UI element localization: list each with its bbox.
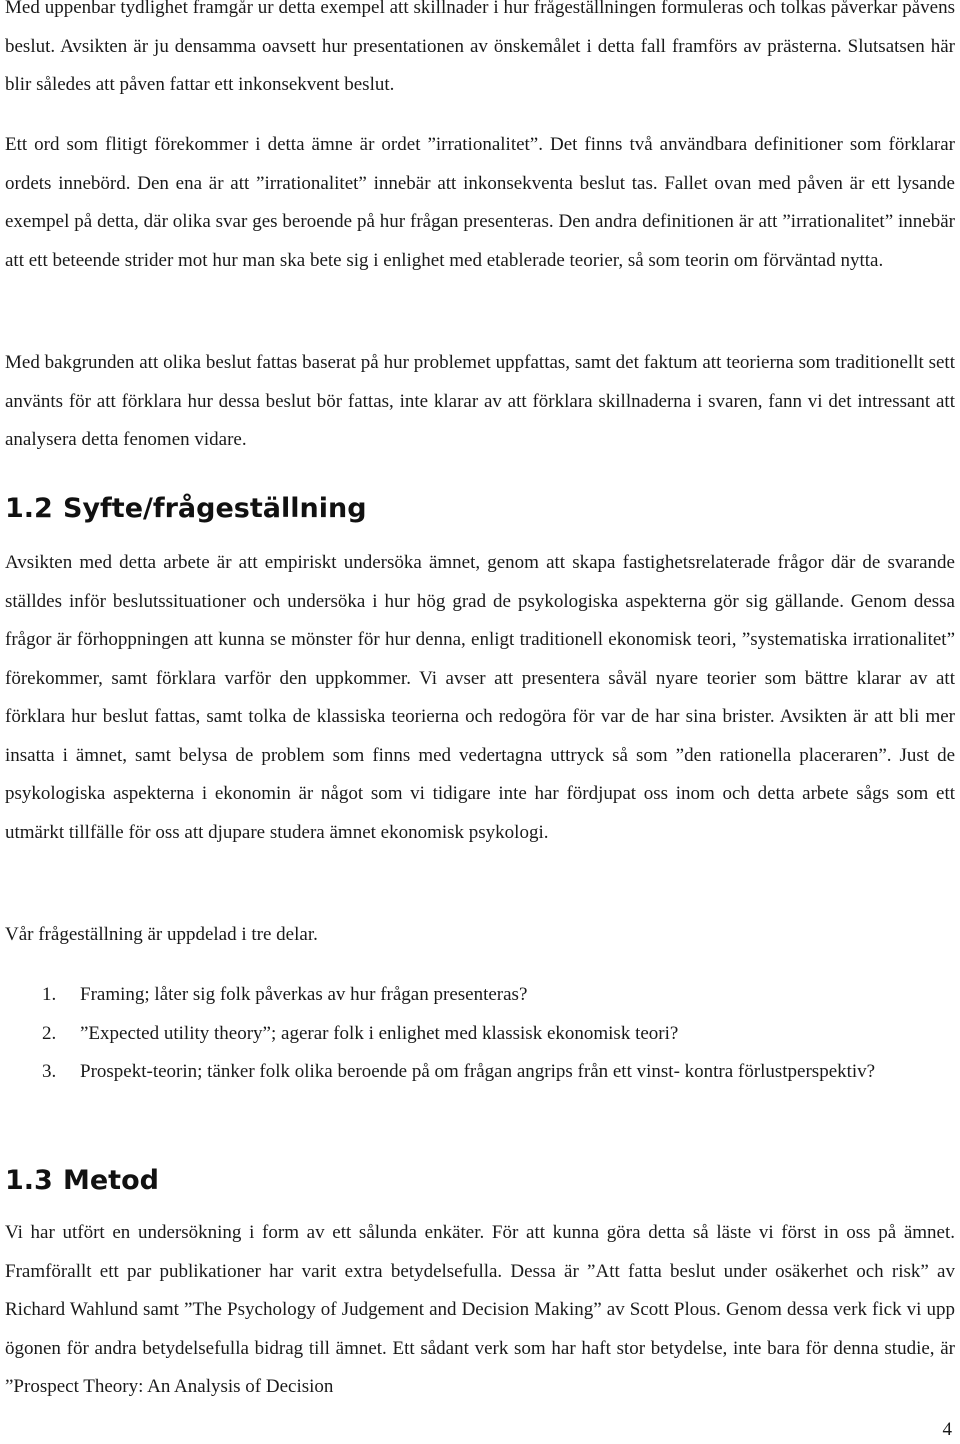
paragraph-purpose: Avsikten med detta arbete är att empiriskt undersöka ämnet, genom att skapa fastighetsrelaterade frågor där de svarande ställdes inför beslutssituationer och undersöka i hur hög grad de psykologiska aspekterna gör sig gällande. Genom dessa frågor är förhoppningen att kunna se mönster för hur denna, enligt traditionell ekonomisk teori, ”systematiska irrationalitet” förekommer, samt förklara varför den uppkommer. Vi avser att presentera såväl nyare teorier som bättre klarar av att förklara hur beslut fattas, samt tolka de klassiska teorierna och redogöra för var de har sina brister. Avsikten är att bli mer insatta i ämnet, samt belysa de problem som finns med vedertagna uttryck så som ”den rationella placeraren”. Just de psykologiska aspekterna i ekonomin är något som vi tidigare inte har fördjupat oss inom och detta arbete sågs som ett utmärkt tillfälle för oss att djupare studera ämnet ekonomisk psykologi. — [5, 552, 955, 843]
section-heading-syfte — [5, 492, 367, 526]
paragraph-pope-example: Med uppenbar tydlighet framgår ur detta exempel att skillnader i hur frågeställningen formuleras och tolkas påverkar påvens beslut. Avsikten är ju densamma oavsett hur presentationen av önskemålet i detta fall framförs av prästerna. Slutsatsen här blir således att påven fattar ett inkonsekvent beslut. — [5, 0, 955, 95]
page-number: 4 — [942, 1419, 952, 1440]
list-item-number: 3. — [42, 1061, 57, 1082]
list-item — [5, 1015, 955, 1054]
list-item-text: Framing; låter sig folk påverkas av hur frågan presenteras? — [80, 984, 528, 1005]
section-number: 1.3 — [5, 1165, 53, 1196]
list-item-text: Prospekt-teorin; tänker folk olika beroende på om frågan angrips från ett vinst- kontra förlustperspektiv? — [80, 1061, 876, 1082]
research-questions-list — [5, 976, 955, 1092]
paragraph-question-intro: Vår frågeställning är uppdelad i tre delar. — [5, 924, 318, 945]
list-item — [5, 976, 955, 1015]
list-item-number: 1. — [42, 984, 57, 1005]
section-heading-metod — [5, 1164, 159, 1198]
paragraph-method: Vi har utfört en undersökning i form av ett sålunda enkäter. För att kunna göra detta så läste vi först in oss på ämnet. Framförallt ett par publikationer har varit extra betydelsefulla. Dessa är ”Att fatta beslut under osäkerhet och risk” av Richard Wahlund samt ”The Psychology of Judgement and Decision Making” av Scott Plous. Genom dessa verk fick vi upp ögonen för andra betydelsefulla bidrag till ämnet. Ett sådant verk som har haft stor betydelse, inte bara för denna studie, är ”Prospect Theory: An Analysis of Decision — [5, 1222, 955, 1397]
list-item — [5, 1053, 955, 1092]
section-number: 1.2 — [5, 493, 53, 524]
section-title: Metod — [63, 1165, 159, 1196]
section-title: Syfte/frågeställning — [63, 493, 367, 524]
paragraph-background: Med bakgrunden att olika beslut fattas baserat på hur problemet uppfattas, samt det faktum att teorierna som traditionellt sett använts för att förklara hur dessa beslut bör fattas, inte klarar av att förklara skillnaderna i svaren, fann vi det intressant att analysera detta fenomen vidare. — [5, 352, 955, 450]
list-item-number: 2. — [42, 1022, 57, 1044]
list-item-text: ”Expected utility theory”; agerar folk i enlighet med klassisk ekonomisk teori? — [80, 1022, 679, 1044]
paragraph-irrationality: Ett ord som flitigt förekommer i detta ämne är ordet ”irrationalitet”. Det finns två användbara definitioner som förklarar ordets innebörd. Den ena är att ”irrationalitet” innebär att inkonsekventa beslut tas. Fallet ovan med påven är ett lysande exempel på detta, där olika svar ges beroende på hur frågan presenteras. Den andra definitionen är att ”irrationalitet” innebär att ett beteende strider mot hur man ska bete sig i enlighet med etablerade teorier, så som teorin om förväntad nytta. — [5, 134, 955, 271]
